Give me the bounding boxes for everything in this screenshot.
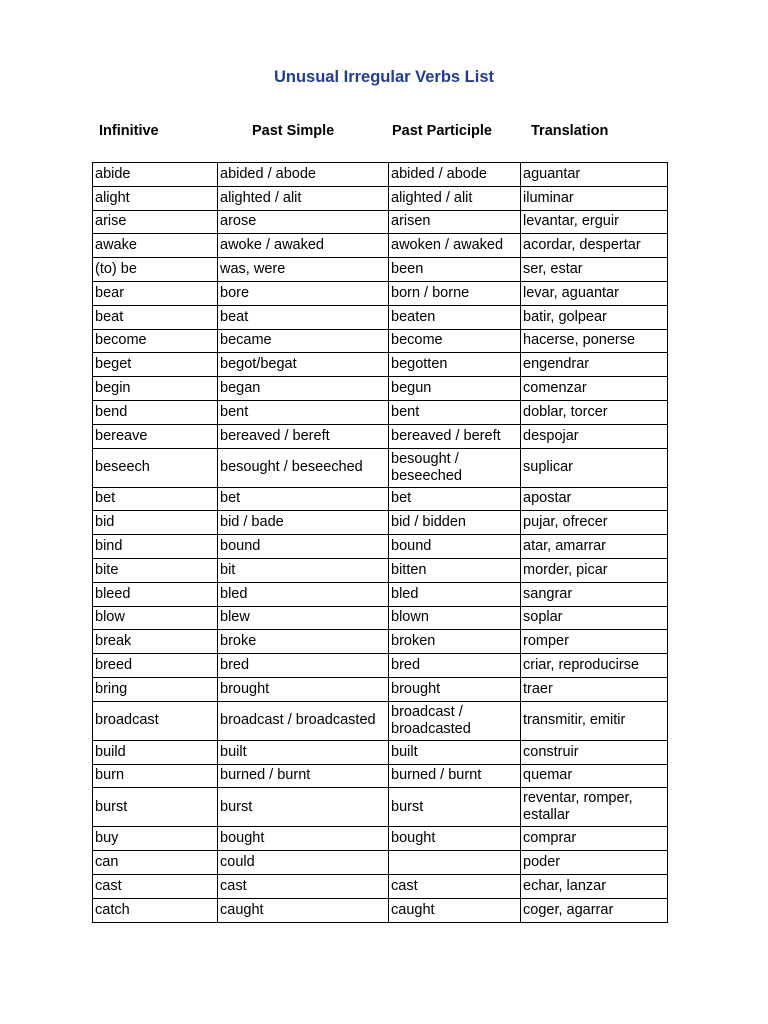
past-simple-cell: bought (218, 827, 389, 851)
translation-cell: sangrar (521, 582, 668, 606)
translation-cell: hacerse, ponerse (521, 329, 668, 353)
past-participle-cell: bent (389, 400, 521, 424)
past-participle-cell (389, 851, 521, 875)
table-row (93, 186, 668, 210)
infinitive-cell: bear (93, 281, 218, 305)
infinitive-cell: broadcast (93, 701, 218, 740)
past-simple-cell: bit (218, 558, 389, 582)
translation-cell: morder, picar (521, 558, 668, 582)
infinitive-cell: blow (93, 606, 218, 630)
past-participle-cell: bereaved / bereft (389, 424, 521, 448)
infinitive-cell: cast (93, 874, 218, 898)
past-simple-cell: bred (218, 654, 389, 678)
past-participle-cell: built (389, 740, 521, 764)
translation-cell: levar, aguantar (521, 281, 668, 305)
table-row (93, 582, 668, 606)
translation-cell: romper (521, 630, 668, 654)
table-row (93, 487, 668, 511)
column-header-infinitive: Infinitive (99, 123, 159, 139)
translation-cell: construir (521, 740, 668, 764)
table-row (93, 511, 668, 535)
infinitive-cell: begin (93, 377, 218, 401)
table-row (93, 898, 668, 922)
translation-cell: ser, estar (521, 258, 668, 282)
table-row (93, 281, 668, 305)
verbs-table (92, 162, 668, 923)
infinitive-cell: burn (93, 764, 218, 788)
past-participle-cell: broken (389, 630, 521, 654)
translation-cell: engendrar (521, 353, 668, 377)
table-row (93, 654, 668, 678)
past-participle-cell: bet (389, 487, 521, 511)
table-row (93, 535, 668, 559)
past-simple-cell: abided / abode (218, 163, 389, 187)
infinitive-cell: beget (93, 353, 218, 377)
column-header-past-participle: Past Participle (392, 123, 492, 139)
past-participle-cell: born / borne (389, 281, 521, 305)
past-participle-cell: bred (389, 654, 521, 678)
translation-cell: batir, golpear (521, 305, 668, 329)
infinitive-cell: burst (93, 788, 218, 827)
table-row (93, 329, 668, 353)
past-simple-cell: bore (218, 281, 389, 305)
infinitive-cell: can (93, 851, 218, 875)
table-row (93, 424, 668, 448)
table-row (93, 677, 668, 701)
table-row (93, 606, 668, 630)
past-simple-cell: could (218, 851, 389, 875)
past-simple-cell: bled (218, 582, 389, 606)
translation-cell: pujar, ofrecer (521, 511, 668, 535)
translation-cell: reventar, romper, estallar (521, 788, 668, 827)
past-simple-cell: became (218, 329, 389, 353)
past-participle-cell: arisen (389, 210, 521, 234)
page-title: Unusual Irregular Verbs List (273, 68, 495, 86)
translation-cell: despojar (521, 424, 668, 448)
table-row (93, 764, 668, 788)
past-simple-cell: bent (218, 400, 389, 424)
past-simple-cell: built (218, 740, 389, 764)
past-simple-cell: burst (218, 788, 389, 827)
infinitive-cell: break (93, 630, 218, 654)
infinitive-cell: become (93, 329, 218, 353)
translation-cell: comprar (521, 827, 668, 851)
past-simple-cell: arose (218, 210, 389, 234)
past-simple-cell: brought (218, 677, 389, 701)
infinitive-cell: catch (93, 898, 218, 922)
infinitive-cell: abide (93, 163, 218, 187)
table-row (93, 210, 668, 234)
translation-cell: suplicar (521, 448, 668, 487)
table-row (93, 874, 668, 898)
past-simple-cell: cast (218, 874, 389, 898)
table-row (93, 788, 668, 827)
column-header-translation: Translation (531, 123, 609, 139)
past-participle-cell: bought (389, 827, 521, 851)
past-simple-cell: was, were (218, 258, 389, 282)
table-row (93, 353, 668, 377)
past-participle-cell: brought (389, 677, 521, 701)
translation-cell: atar, amarrar (521, 535, 668, 559)
past-simple-cell: began (218, 377, 389, 401)
infinitive-cell: (to) be (93, 258, 218, 282)
table-row (93, 377, 668, 401)
past-simple-cell: broadcast / broadcasted (218, 701, 389, 740)
past-participle-cell: beaten (389, 305, 521, 329)
past-simple-cell: bound (218, 535, 389, 559)
translation-cell: quemar (521, 764, 668, 788)
verbs-table-body (93, 163, 668, 923)
translation-cell: echar, lanzar (521, 874, 668, 898)
translation-cell: levantar, erguir (521, 210, 668, 234)
table-row (93, 701, 668, 740)
past-participle-cell: burst (389, 788, 521, 827)
past-participle-cell: besought / beseeched (389, 448, 521, 487)
translation-cell: transmitir, emitir (521, 701, 668, 740)
infinitive-cell: bring (93, 677, 218, 701)
translation-cell: coger, agarrar (521, 898, 668, 922)
table-row (93, 740, 668, 764)
past-participle-cell: bid / bidden (389, 511, 521, 535)
infinitive-cell: bleed (93, 582, 218, 606)
infinitive-cell: awake (93, 234, 218, 258)
table-row (93, 851, 668, 875)
past-participle-cell: awoken / awaked (389, 234, 521, 258)
past-participle-cell: bound (389, 535, 521, 559)
translation-cell: poder (521, 851, 668, 875)
translation-cell: criar, reproducirse (521, 654, 668, 678)
past-participle-cell: become (389, 329, 521, 353)
table-row (93, 305, 668, 329)
table-row (93, 827, 668, 851)
past-participle-cell: abided / abode (389, 163, 521, 187)
past-participle-cell: broadcast / broadcasted (389, 701, 521, 740)
past-simple-cell: awoke / awaked (218, 234, 389, 258)
past-simple-cell: broke (218, 630, 389, 654)
past-simple-cell: begot/begat (218, 353, 389, 377)
infinitive-cell: beat (93, 305, 218, 329)
table-row (93, 558, 668, 582)
infinitive-cell: buy (93, 827, 218, 851)
column-header-past-simple: Past Simple (252, 123, 335, 139)
past-participle-cell: bled (389, 582, 521, 606)
infinitive-cell: alight (93, 186, 218, 210)
infinitive-cell: bid (93, 511, 218, 535)
infinitive-cell: beseech (93, 448, 218, 487)
past-participle-cell: caught (389, 898, 521, 922)
table-row (93, 448, 668, 487)
infinitive-cell: bereave (93, 424, 218, 448)
past-participle-cell: cast (389, 874, 521, 898)
past-simple-cell: alighted / alit (218, 186, 389, 210)
infinitive-cell: bite (93, 558, 218, 582)
translation-cell: comenzar (521, 377, 668, 401)
past-simple-cell: besought / beseeched (218, 448, 389, 487)
past-participle-cell: burned / burnt (389, 764, 521, 788)
translation-cell: soplar (521, 606, 668, 630)
infinitive-cell: arise (93, 210, 218, 234)
translation-cell: apostar (521, 487, 668, 511)
infinitive-cell: bend (93, 400, 218, 424)
past-simple-cell: burned / burnt (218, 764, 389, 788)
past-simple-cell: beat (218, 305, 389, 329)
past-simple-cell: bet (218, 487, 389, 511)
past-simple-cell: caught (218, 898, 389, 922)
table-row (93, 234, 668, 258)
translation-cell: acordar, despertar (521, 234, 668, 258)
past-participle-cell: bitten (389, 558, 521, 582)
infinitive-cell: build (93, 740, 218, 764)
table-row (93, 258, 668, 282)
infinitive-cell: bet (93, 487, 218, 511)
table-row (93, 163, 668, 187)
past-participle-cell: been (389, 258, 521, 282)
table-row (93, 400, 668, 424)
infinitive-cell: breed (93, 654, 218, 678)
translation-cell: doblar, torcer (521, 400, 668, 424)
table-row (93, 630, 668, 654)
past-simple-cell: bid / bade (218, 511, 389, 535)
past-simple-cell: blew (218, 606, 389, 630)
translation-cell: aguantar (521, 163, 668, 187)
past-participle-cell: alighted / alit (389, 186, 521, 210)
past-participle-cell: blown (389, 606, 521, 630)
past-participle-cell: begotten (389, 353, 521, 377)
past-participle-cell: begun (389, 377, 521, 401)
translation-cell: iluminar (521, 186, 668, 210)
translation-cell: traer (521, 677, 668, 701)
infinitive-cell: bind (93, 535, 218, 559)
past-simple-cell: bereaved / bereft (218, 424, 389, 448)
